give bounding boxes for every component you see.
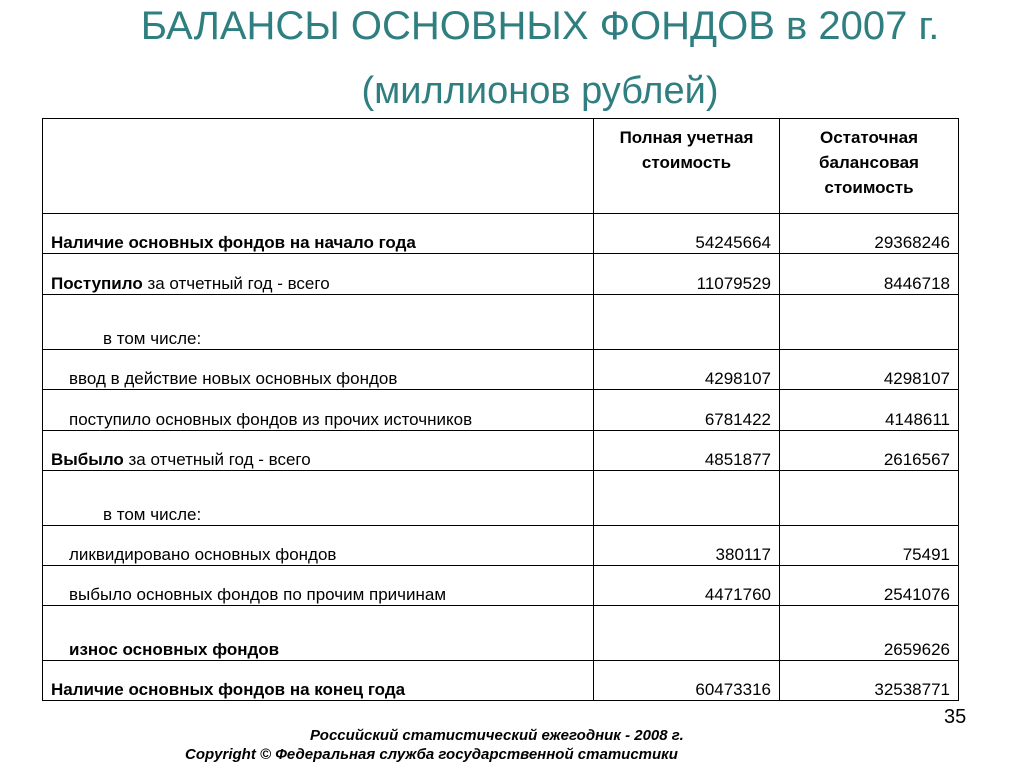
source-note: Российский статистический ежегодник - 2008 г. — [310, 727, 684, 744]
row-label — [43, 254, 594, 295]
cell-residual-cost — [780, 471, 959, 526]
table-row — [43, 471, 959, 526]
cell-residual-cost: 2616567 — [780, 431, 959, 471]
row-label-text: поступило основных фондов из прочих источников — [69, 410, 473, 429]
cell-residual-cost: 4298107 — [780, 350, 959, 390]
table-row — [43, 254, 959, 295]
header-label-column — [43, 119, 594, 214]
table-row — [43, 214, 959, 254]
table-row — [43, 566, 959, 606]
row-label — [43, 350, 594, 390]
fixed-assets-balance-table — [42, 118, 959, 701]
row-label-text: в том числе: — [103, 505, 202, 524]
row-label-text: ликвидировано основных фондов — [69, 545, 337, 564]
row-label — [43, 431, 594, 471]
header-full-cost: Полная учетная стоимость — [594, 119, 780, 214]
cell-full-cost: 54245664 — [594, 214, 780, 254]
row-label — [43, 526, 594, 566]
table-row — [43, 526, 959, 566]
table-row — [43, 661, 959, 701]
row-label-bold: Наличие основных фондов на начало года — [51, 233, 416, 252]
row-label-bold: Выбыло — [51, 450, 124, 469]
cell-residual-cost: 8446718 — [780, 254, 959, 295]
cell-full-cost: 380117 — [594, 526, 780, 566]
row-label-bold: Поступило — [51, 274, 143, 293]
table-row — [43, 431, 959, 471]
row-label-text: за отчетный год - всего — [142, 274, 330, 293]
cell-full-cost: 4471760 — [594, 566, 780, 606]
header-row — [43, 119, 959, 214]
cell-residual-cost: 2541076 — [780, 566, 959, 606]
cell-full-cost — [594, 606, 780, 661]
page-number: 35 — [944, 706, 967, 728]
row-label — [43, 214, 594, 254]
cell-full-cost: 11079529 — [594, 254, 780, 295]
cell-full-cost: 6781422 — [594, 390, 780, 431]
table-row — [43, 606, 959, 661]
cell-residual-cost — [780, 295, 959, 350]
cell-full-cost: 4851877 — [594, 431, 780, 471]
row-label-bold: Наличие основных фондов на конец года — [51, 680, 406, 699]
row-label-text: ввод в действие новых основных фондов — [69, 369, 398, 388]
row-label — [43, 295, 594, 350]
row-label — [43, 606, 594, 661]
cell-full-cost: 4298107 — [594, 350, 780, 390]
cell-full-cost: 60473316 — [594, 661, 780, 701]
row-label-text: за отчетный год - всего — [123, 450, 311, 469]
cell-residual-cost: 2659626 — [780, 606, 959, 661]
page-title: БАЛАНСЫ ОСНОВНЫХ ФОНДОВ в 2007 г. — [140, 4, 940, 48]
row-label — [43, 390, 594, 431]
cell-full-cost — [594, 295, 780, 350]
row-label — [43, 661, 594, 701]
cell-residual-cost: 32538771 — [780, 661, 959, 701]
page-subtitle: (миллионов рублей) — [361, 70, 719, 112]
table-row — [43, 295, 959, 350]
table-row — [43, 390, 959, 431]
row-label — [43, 471, 594, 526]
cell-residual-cost: 29368246 — [780, 214, 959, 254]
row-label-text: в том числе: — [103, 329, 202, 348]
row-label — [43, 566, 594, 606]
table-row — [43, 350, 959, 390]
cell-residual-cost: 4148611 — [780, 390, 959, 431]
row-label-bold: износ основных фондов — [69, 640, 280, 659]
cell-residual-cost: 75491 — [780, 526, 959, 566]
row-label-text: выбыло основных фондов по прочим причинам — [69, 585, 447, 604]
copyright-note: Copyright © Федеральная служба государственной статистики — [185, 746, 678, 763]
cell-full-cost — [594, 471, 780, 526]
header-residual-cost: Остаточная балансовая стоимость — [780, 119, 959, 214]
